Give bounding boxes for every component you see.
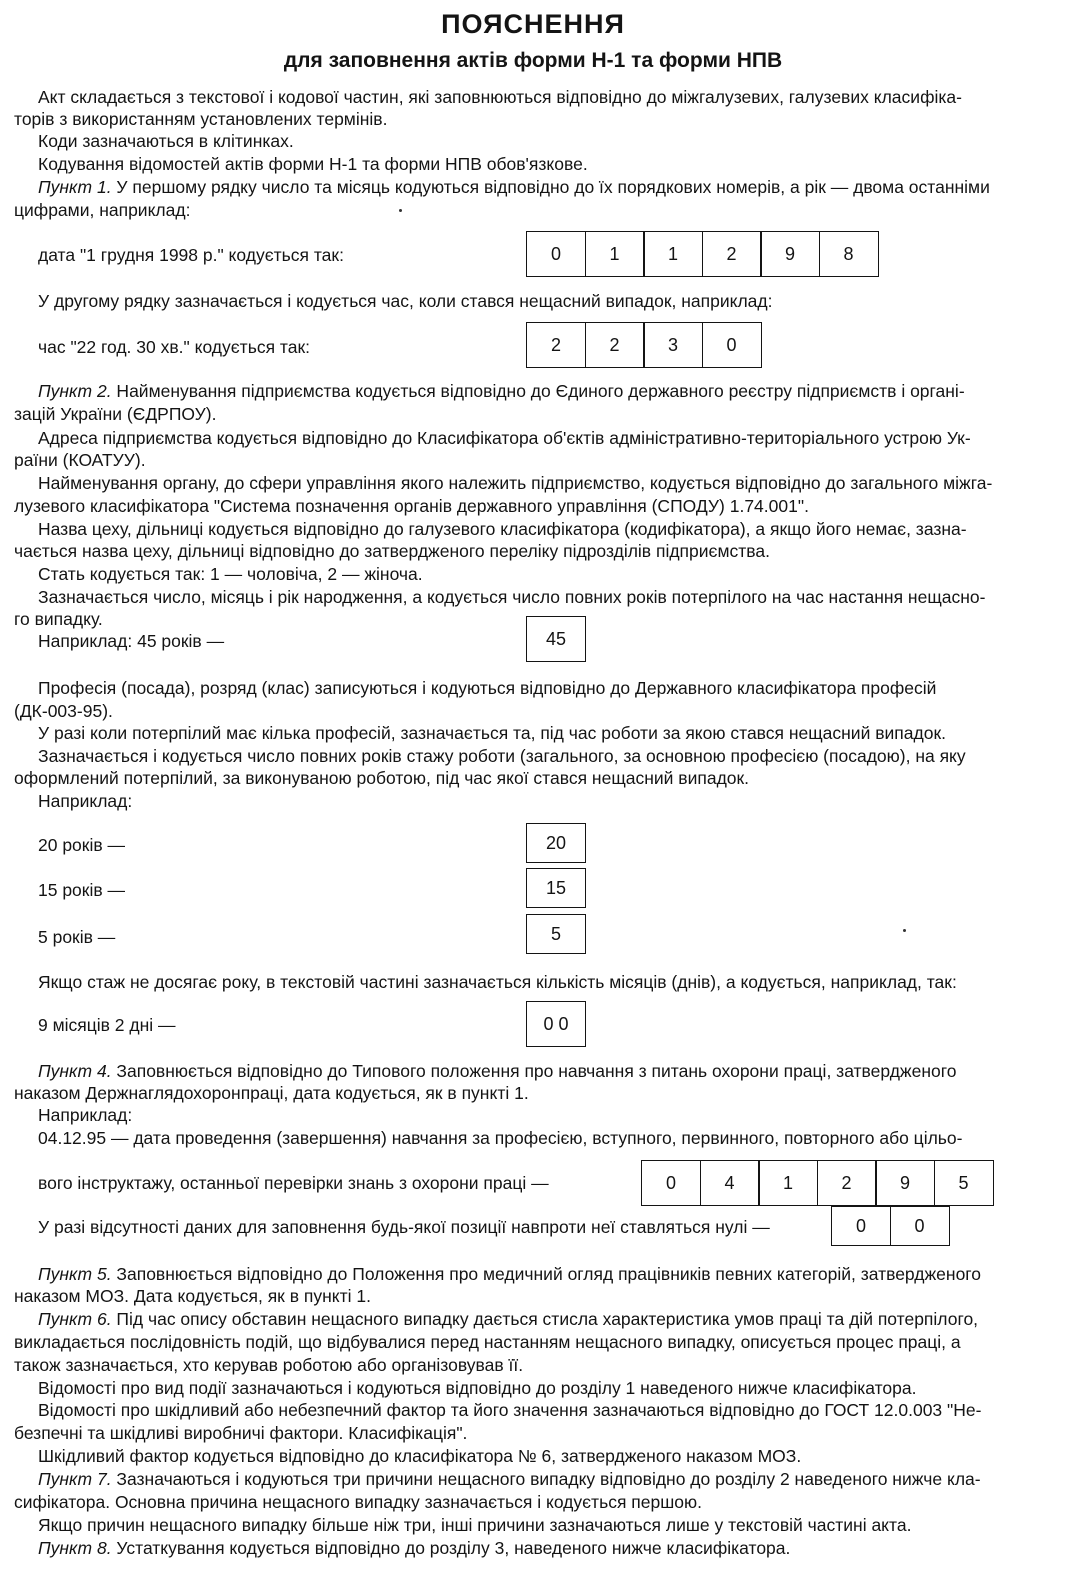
text-line: Зазначається число, місяць і рік народження, а кодується число повних років потерпілого на час настання нещасно- xyxy=(38,587,986,607)
text-line: безпечні та шкідливі виробничі фактори. Класифікація". xyxy=(14,1423,468,1443)
code-cell: 2 xyxy=(585,322,645,368)
text-line xyxy=(38,1537,790,1559)
experience-5-box xyxy=(526,914,585,954)
text-line: Відомості про шкідливий або небезпечний фактор та його значення зазначаються відповідно до ГОСТ 12.0.003 "Не- xyxy=(38,1400,982,1420)
item-label: Пункт 2. xyxy=(38,381,112,401)
item-text: Заповнюється відповідно до Типового положення про навчання з питань охорони праці, затвердженого xyxy=(111,1061,957,1081)
text-line: Зазначається і кодується число повних років стажу роботи (загального, за основною професією (посадою), на яку xyxy=(38,746,966,766)
item-label: Пункт 1. xyxy=(38,177,112,197)
code-cell: 2 xyxy=(817,1160,877,1206)
text-line: Стать кодується так: 1 — чоловіча, 2 — жіноча. xyxy=(38,564,423,584)
text-line: сифікатора. Основна причина нещасного випадку зазначається і кодується першою. xyxy=(14,1492,702,1512)
text-line: цифрами, наприклад: xyxy=(14,200,191,220)
code-cell: 2 xyxy=(526,322,586,368)
speck xyxy=(903,929,906,932)
experience-20-box xyxy=(526,823,585,863)
text-line: Професія (посада), розряд (клас) записуються і кодуються відповідно до Державного класифікатора професій xyxy=(38,678,937,698)
text-line: наказом Держнаглядохоронпраці, дата кодується, як в пункті 1. xyxy=(14,1083,529,1103)
code-cell: 2 xyxy=(702,231,762,277)
experience-15-box xyxy=(526,868,585,908)
item-label: Пункт 8. xyxy=(38,1538,112,1558)
training-example-label: вого інструктажу, останньої перевірки знань з охорони праці — xyxy=(38,1173,549,1193)
text-line: наказом МОЗ. Дата кодується, як в пункті 1. xyxy=(14,1286,371,1306)
experience-5-label: 5 років — xyxy=(38,927,116,947)
item-text: Заповнюється відповідно до Положення про медичний огляд працівників певних категорій, затвердженого xyxy=(111,1264,982,1284)
text-line: (ДК-003-95). xyxy=(14,701,113,721)
code-cell: 0 xyxy=(890,1206,950,1246)
experience-15-label: 15 років — xyxy=(38,880,125,900)
time-code-boxes xyxy=(526,322,760,368)
age-code-box xyxy=(526,616,585,662)
text-line xyxy=(38,176,990,198)
code-cell: 9 xyxy=(875,1160,935,1206)
item-label: Пункт 4. xyxy=(38,1061,112,1081)
code-cell: 0 xyxy=(641,1160,701,1206)
text-line: Шкідливий фактор кодується відповідно до класифікатора № 6, затвердженого наказом МОЗ. xyxy=(38,1446,802,1466)
text-line: Назва цеху, дільниці кодується відповідно до галузевого класифікатора (кодифікатора), а якщо його немає, зазна- xyxy=(38,519,967,539)
text-line: чається назва цеху, дільниці відповідно до затвердженого переліку підрозділів підприємства. xyxy=(14,541,770,561)
code-cell: 5 xyxy=(526,914,586,954)
text-line: У разі коли потерпілий має кілька професій, зазначається та, під час роботи за якою стався нещасний випадок. xyxy=(38,723,946,743)
age-example-label: Наприклад: 45 років — xyxy=(38,631,225,651)
item-label: Пункт 5. xyxy=(38,1264,112,1284)
text-line: Адреса підприємства кодується відповідно до Класифікатора об'єктів адміністративно-територіального устрою Ук- xyxy=(38,428,971,448)
text-line: викладається послідовність подій, що відбувалися перед настанням нещасного випадку, описується процес праці, а xyxy=(14,1332,961,1352)
item-label: Пункт 6. xyxy=(38,1309,112,1329)
code-cell: 5 xyxy=(934,1160,994,1206)
months-example-label: 9 місяців 2 дні — xyxy=(38,1015,176,1035)
item-text: Під час опису обставин нещасного випадку дається стисла характеристика умов праці та дій потерпілого, xyxy=(111,1309,979,1329)
item-text: Найменування підприємства кодується відповідно до Єдиного державного реєстру підприємств і органі- xyxy=(111,381,965,401)
text-line: го випадку. xyxy=(14,609,103,629)
text-line xyxy=(38,1263,981,1285)
zeros-example-label: У разі відсутності даних для заповнення будь-якої позиції навпроти неї ставляться нулі — xyxy=(38,1217,770,1237)
item-text: Устаткування кодується відповідно до розділу 3, наведеного нижче класифікатора. xyxy=(111,1538,791,1558)
text-line: Найменування органу, до сфери управління якого належить підприємство, кодується відповідно до загального міжга- xyxy=(38,473,993,493)
text-line: зацій України (ЄДРПОУ). xyxy=(14,404,217,424)
code-cell: 4 xyxy=(700,1160,760,1206)
text-line: У другому рядку зазначається і кодується час, коли стався нещасний випадок, наприклад: xyxy=(38,291,773,311)
page-title: ПОЯСНЕННЯ xyxy=(441,9,625,39)
text-line: раїни (КОАТУУ). xyxy=(14,450,146,470)
code-cell: 45 xyxy=(526,616,586,662)
text-line: Наприклад: xyxy=(38,1105,133,1125)
code-cell: 1 xyxy=(758,1160,818,1206)
months-code-box xyxy=(526,1001,585,1047)
text-line: також зазначається, хто керував роботою або організовував її. xyxy=(14,1355,524,1375)
text-line: Коди зазначаються в клітинках. xyxy=(38,131,294,151)
text-line xyxy=(38,1060,957,1082)
code-cell: 0 xyxy=(831,1206,891,1246)
code-cell: 3 xyxy=(643,322,703,368)
text-line: Наприклад: xyxy=(38,791,133,811)
date-example-label: дата "1 грудня 1998 р." кодується так: xyxy=(38,245,344,265)
text-line: оформлений потерпілий, за виконуваною роботою, під час якої стався нещасний випадок. xyxy=(14,768,750,788)
text-line xyxy=(38,1308,978,1330)
text-line: Кодування відомостей актів форми Н-1 та форми НПВ обов'язкове. xyxy=(38,154,588,174)
code-cell: 0 xyxy=(526,231,586,277)
text-line: Якщо стаж не досягає року, в текстовій частині зазначається кількість місяців (днів), а кодується, наприклад, так: xyxy=(38,972,957,992)
training-date-code-boxes xyxy=(641,1160,992,1206)
time-example-label: час "22 год. 30 хв." кодується так: xyxy=(38,337,310,357)
code-cell: 20 xyxy=(526,823,586,863)
date-code-boxes xyxy=(526,231,877,277)
zeros-code-boxes xyxy=(831,1206,948,1246)
text-line xyxy=(38,1468,981,1490)
text-line: лузевого класифікатора "Система позначення органів державного управління (СПОДУ) 1.74.001". xyxy=(14,496,809,516)
text-line: Акт складається з текстової і кодової частин, які заповнюються відповідно до міжгалузевих, галузевих класифіка- xyxy=(38,87,962,107)
code-cell: 15 xyxy=(526,868,586,908)
code-cell: 0 xyxy=(702,322,762,368)
speck xyxy=(399,209,402,212)
text-line: торів з використанням установлених термінів. xyxy=(14,109,388,129)
code-cell: 0 0 xyxy=(526,1001,586,1047)
code-cell: 1 xyxy=(643,231,703,277)
page-subtitle: для заповнення актів форми Н-1 та форми НПВ xyxy=(283,49,783,72)
code-cell: 9 xyxy=(760,231,820,277)
experience-20-label: 20 років — xyxy=(38,835,125,855)
item-label: Пункт 7. xyxy=(38,1469,112,1489)
item-text: У першому рядку число та місяць кодуються відповідно до їх порядкових номерів, а рік — двома останніми xyxy=(111,177,990,197)
text-line xyxy=(38,380,965,402)
text-line: 04.12.95 — дата проведення (завершення) навчання за професією, вступного, первинного, повторного або цільо- xyxy=(38,1128,963,1148)
code-cell: 1 xyxy=(585,231,645,277)
text-line: Якщо причин нещасного випадку більше ніж три, інші причини зазначаються лише у текстовій частині акта. xyxy=(38,1515,912,1535)
item-text: Зазначаються і кодуються три причини нещасного випадку відповідно до розділу 2 наведеного нижче кла- xyxy=(111,1469,981,1489)
code-cell: 8 xyxy=(819,231,879,277)
text-line: Відомості про вид події зазначаються і кодуються відповідно до розділу 1 наведеного нижче класифікатора. xyxy=(38,1378,917,1398)
